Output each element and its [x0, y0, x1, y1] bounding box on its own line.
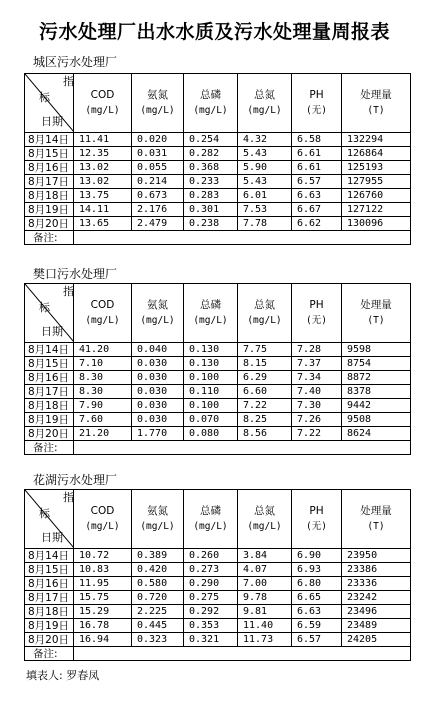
column-unit: (mg/L) [140, 521, 175, 532]
value-cell: 8.56 [238, 427, 292, 441]
table-row [25, 217, 411, 231]
column-unit: (mg/L) [193, 105, 228, 116]
value-cell: 0.020 [132, 133, 184, 147]
column-header [74, 74, 132, 133]
column-name: 总磷 [200, 89, 221, 101]
note-value [74, 647, 411, 661]
value-cell: 7.28 [292, 343, 342, 357]
corner-label-indicator: 指 [63, 491, 74, 504]
value-cell: 0.070 [184, 413, 238, 427]
value-cell: 6.65 [292, 591, 342, 605]
value-cell: 11.73 [238, 633, 292, 647]
value-cell: 7.75 [238, 343, 292, 357]
value-cell: 0.030 [132, 357, 184, 371]
corner-label-date: 日期 [41, 531, 63, 544]
value-cell: 13.02 [74, 161, 132, 175]
value-cell: 16.94 [74, 633, 132, 647]
value-cell: 7.37 [292, 357, 342, 371]
value-cell: 6.57 [292, 633, 342, 647]
value-cell: 0.100 [184, 399, 238, 413]
column-header [238, 490, 292, 549]
column-unit: (mg/L) [140, 105, 175, 116]
value-cell: 6.61 [292, 147, 342, 161]
date-cell: 8月16日 [25, 577, 74, 591]
column-name: 总磷 [200, 505, 221, 517]
note-row [25, 647, 411, 661]
value-cell: 21.20 [74, 427, 132, 441]
value-cell: 0.030 [132, 371, 184, 385]
value-cell: 0.275 [184, 591, 238, 605]
column-unit: (T) [367, 105, 385, 116]
date-cell: 8月14日 [25, 133, 74, 147]
value-cell: 126864 [342, 147, 411, 161]
date-cell: 8月18日 [25, 399, 74, 413]
value-cell: 125193 [342, 161, 411, 175]
value-cell: 0.290 [184, 577, 238, 591]
column-unit: (mg/L) [85, 315, 120, 326]
table-row [25, 563, 411, 577]
column-unit: (无) [306, 105, 327, 116]
value-cell: 23496 [342, 605, 411, 619]
value-cell: 8624 [342, 427, 411, 441]
plant-name: 花湖污水处理厂 [33, 473, 118, 487]
date-cell: 8月20日 [25, 217, 74, 231]
column-unit: (mg/L) [247, 315, 282, 326]
column-name: 总氮 [254, 89, 275, 101]
value-cell: 11.40 [238, 619, 292, 633]
value-cell: 0.080 [184, 427, 238, 441]
value-cell: 6.62 [292, 217, 342, 231]
table-row [25, 385, 411, 399]
value-cell: 132294 [342, 133, 411, 147]
value-cell: 11.41 [74, 133, 132, 147]
value-cell: 6.90 [292, 549, 342, 563]
value-cell: 0.321 [184, 633, 238, 647]
column-header [292, 490, 342, 549]
date-cell: 8月17日 [25, 385, 74, 399]
value-cell: 8872 [342, 371, 411, 385]
value-cell: 7.90 [74, 399, 132, 413]
plant-table [24, 73, 410, 245]
column-unit: (T) [367, 521, 385, 532]
column-name: PH [309, 89, 324, 101]
column-name: 处理量 [360, 299, 392, 311]
date-cell: 8月19日 [25, 203, 74, 217]
column-unit: (无) [306, 315, 327, 326]
note-value [74, 441, 411, 455]
value-cell: 11.95 [74, 577, 132, 591]
value-cell: 0.100 [184, 371, 238, 385]
date-cell: 8月16日 [25, 161, 74, 175]
value-cell: 0.353 [184, 619, 238, 633]
value-cell: 6.67 [292, 203, 342, 217]
value-cell: 127122 [342, 203, 411, 217]
value-cell: 6.29 [238, 371, 292, 385]
column-unit: (mg/L) [247, 521, 282, 532]
value-cell: 0.130 [184, 357, 238, 371]
column-name: 总氮 [254, 505, 275, 517]
value-cell: 13.75 [74, 189, 132, 203]
column-header [132, 490, 184, 549]
value-cell: 8378 [342, 385, 411, 399]
value-cell: 6.61 [292, 161, 342, 175]
column-name: 氨氮 [147, 89, 168, 101]
value-cell: 2.176 [132, 203, 184, 217]
table-row [25, 203, 411, 217]
value-cell: 10.72 [74, 549, 132, 563]
table-row [25, 413, 411, 427]
value-cell: 0.040 [132, 343, 184, 357]
value-cell: 7.60 [74, 413, 132, 427]
value-cell: 0.445 [132, 619, 184, 633]
value-cell: 0.031 [132, 147, 184, 161]
date-cell: 8月18日 [25, 605, 74, 619]
column-unit: (mg/L) [193, 521, 228, 532]
column-unit: (mg/L) [140, 315, 175, 326]
value-cell: 2.479 [132, 217, 184, 231]
column-header [184, 284, 238, 343]
value-cell: 0.283 [184, 189, 238, 203]
column-name: 总磷 [200, 299, 221, 311]
table-row [25, 133, 411, 147]
corner-header [25, 284, 74, 343]
note-value [74, 231, 411, 245]
value-cell: 0.260 [184, 549, 238, 563]
value-cell: 130096 [342, 217, 411, 231]
column-unit: (mg/L) [247, 105, 282, 116]
date-cell: 8月15日 [25, 563, 74, 577]
corner-label-date: 日期 [41, 325, 63, 338]
plant-name: 城区污水处理厂 [33, 55, 118, 69]
date-cell: 8月15日 [25, 147, 74, 161]
column-header [74, 490, 132, 549]
value-cell: 126760 [342, 189, 411, 203]
value-cell: 0.292 [184, 605, 238, 619]
value-cell: 0.720 [132, 591, 184, 605]
date-cell: 8月19日 [25, 413, 74, 427]
value-cell: 8.30 [74, 385, 132, 399]
column-name: 氨氮 [147, 299, 168, 311]
value-cell: 9.81 [238, 605, 292, 619]
date-cell: 8月14日 [25, 549, 74, 563]
value-cell: 127955 [342, 175, 411, 189]
date-cell: 8月17日 [25, 591, 74, 605]
value-cell: 7.34 [292, 371, 342, 385]
column-unit: (无) [306, 521, 327, 532]
column-name: PH [309, 299, 324, 311]
value-cell: 8754 [342, 357, 411, 371]
table-row [25, 147, 411, 161]
value-cell: 0.368 [184, 161, 238, 175]
column-name: 氨氮 [147, 505, 168, 517]
value-cell: 7.00 [238, 577, 292, 591]
column-unit: (T) [367, 315, 385, 326]
filler-signature: 填表人: 罗春凤 [26, 669, 100, 682]
value-cell: 7.30 [292, 399, 342, 413]
column-name: 总氮 [254, 299, 275, 311]
value-cell: 16.78 [74, 619, 132, 633]
value-cell: 15.75 [74, 591, 132, 605]
corner-label-mark: 标 [39, 507, 50, 520]
value-cell: 6.80 [292, 577, 342, 591]
value-cell: 5.43 [238, 147, 292, 161]
column-header [292, 284, 342, 343]
table-row [25, 175, 411, 189]
value-cell: 4.32 [238, 133, 292, 147]
value-cell: 6.59 [292, 619, 342, 633]
value-cell: 15.29 [74, 605, 132, 619]
value-cell: 23242 [342, 591, 411, 605]
value-cell: 0.030 [132, 413, 184, 427]
value-cell: 14.11 [74, 203, 132, 217]
column-name: 处理量 [360, 505, 392, 517]
table-row [25, 577, 411, 591]
value-cell: 0.673 [132, 189, 184, 203]
value-cell: 5.43 [238, 175, 292, 189]
column-name: 处理量 [360, 89, 392, 101]
table-row [25, 189, 411, 203]
table-row [25, 633, 411, 647]
value-cell: 0.030 [132, 385, 184, 399]
value-cell: 7.26 [292, 413, 342, 427]
corner-label-mark: 标 [39, 301, 50, 314]
table-row [25, 161, 411, 175]
value-cell: 1.770 [132, 427, 184, 441]
value-cell: 23336 [342, 577, 411, 591]
value-cell: 9508 [342, 413, 411, 427]
note-label: 备注: [25, 441, 74, 455]
column-header [238, 284, 292, 343]
note-label: 备注: [25, 231, 74, 245]
value-cell: 23489 [342, 619, 411, 633]
value-cell: 0.323 [132, 633, 184, 647]
column-header [292, 74, 342, 133]
corner-label-date: 日期 [41, 115, 63, 128]
value-cell: 9.78 [238, 591, 292, 605]
corner-label-indicator: 指 [63, 75, 74, 88]
table-header-row [25, 490, 411, 549]
value-cell: 13.02 [74, 175, 132, 189]
column-header [342, 74, 411, 133]
column-header [342, 284, 411, 343]
value-cell: 6.58 [292, 133, 342, 147]
value-cell: 0.233 [184, 175, 238, 189]
column-header [74, 284, 132, 343]
column-unit: (mg/L) [85, 521, 120, 532]
value-cell: 7.40 [292, 385, 342, 399]
column-header [184, 490, 238, 549]
corner-header [25, 490, 74, 549]
column-header [132, 74, 184, 133]
table-row [25, 343, 411, 357]
value-cell: 0.238 [184, 217, 238, 231]
value-cell: 8.30 [74, 371, 132, 385]
value-cell: 7.22 [292, 427, 342, 441]
date-cell: 8月14日 [25, 343, 74, 357]
table-row [25, 399, 411, 413]
value-cell: 12.35 [74, 147, 132, 161]
plant-table [24, 283, 410, 455]
value-cell: 0.273 [184, 563, 238, 577]
note-row [25, 231, 411, 245]
value-cell: 0.580 [132, 577, 184, 591]
value-cell: 0.282 [184, 147, 238, 161]
column-unit: (mg/L) [85, 105, 120, 116]
date-cell: 8月16日 [25, 371, 74, 385]
table-row [25, 619, 411, 633]
value-cell: 13.65 [74, 217, 132, 231]
value-cell: 0.130 [184, 343, 238, 357]
table-header-row [25, 74, 411, 133]
value-cell: 9442 [342, 399, 411, 413]
plant-table [24, 489, 410, 661]
corner-header [25, 74, 74, 133]
table-row [25, 371, 411, 385]
table-row [25, 427, 411, 441]
value-cell: 6.63 [292, 605, 342, 619]
corner-label-indicator: 指 [63, 285, 74, 298]
value-cell: 6.01 [238, 189, 292, 203]
value-cell: 7.53 [238, 203, 292, 217]
value-cell: 8.25 [238, 413, 292, 427]
column-header [238, 74, 292, 133]
date-cell: 8月20日 [25, 633, 74, 647]
value-cell: 4.07 [238, 563, 292, 577]
value-cell: 5.90 [238, 161, 292, 175]
value-cell: 7.22 [238, 399, 292, 413]
value-cell: 0.214 [132, 175, 184, 189]
column-header [184, 74, 238, 133]
column-name: PH [309, 505, 324, 517]
value-cell: 2.225 [132, 605, 184, 619]
column-header [342, 490, 411, 549]
table-row [25, 357, 411, 371]
corner-label-mark: 标 [39, 91, 50, 104]
value-cell: 6.93 [292, 563, 342, 577]
table-header-row [25, 284, 411, 343]
value-cell: 0.110 [184, 385, 238, 399]
date-cell: 8月20日 [25, 427, 74, 441]
value-cell: 23950 [342, 549, 411, 563]
date-cell: 8月17日 [25, 175, 74, 189]
column-name: COD [90, 299, 115, 311]
date-cell: 8月19日 [25, 619, 74, 633]
column-name: COD [90, 89, 115, 101]
column-header [132, 284, 184, 343]
value-cell: 7.10 [74, 357, 132, 371]
value-cell: 24205 [342, 633, 411, 647]
value-cell: 10.83 [74, 563, 132, 577]
column-unit: (mg/L) [193, 315, 228, 326]
value-cell: 3.84 [238, 549, 292, 563]
note-label: 备注: [25, 647, 74, 661]
value-cell: 23386 [342, 563, 411, 577]
table-row [25, 549, 411, 563]
note-row [25, 441, 411, 455]
value-cell: 0.389 [132, 549, 184, 563]
plant-name: 樊口污水处理厂 [33, 267, 118, 281]
date-cell: 8月18日 [25, 189, 74, 203]
value-cell: 0.301 [184, 203, 238, 217]
value-cell: 0.254 [184, 133, 238, 147]
date-cell: 8月15日 [25, 357, 74, 371]
value-cell: 8.15 [238, 357, 292, 371]
table-row [25, 605, 411, 619]
value-cell: 9598 [342, 343, 411, 357]
value-cell: 6.63 [292, 189, 342, 203]
value-cell: 7.78 [238, 217, 292, 231]
value-cell: 0.030 [132, 399, 184, 413]
value-cell: 0.420 [132, 563, 184, 577]
value-cell: 6.57 [292, 175, 342, 189]
column-name: COD [90, 505, 115, 517]
value-cell: 0.055 [132, 161, 184, 175]
report-title: 污水处理厂出水水质及污水处理量周报表 [38, 21, 390, 43]
value-cell: 6.60 [238, 385, 292, 399]
table-row [25, 591, 411, 605]
value-cell: 41.20 [74, 343, 132, 357]
